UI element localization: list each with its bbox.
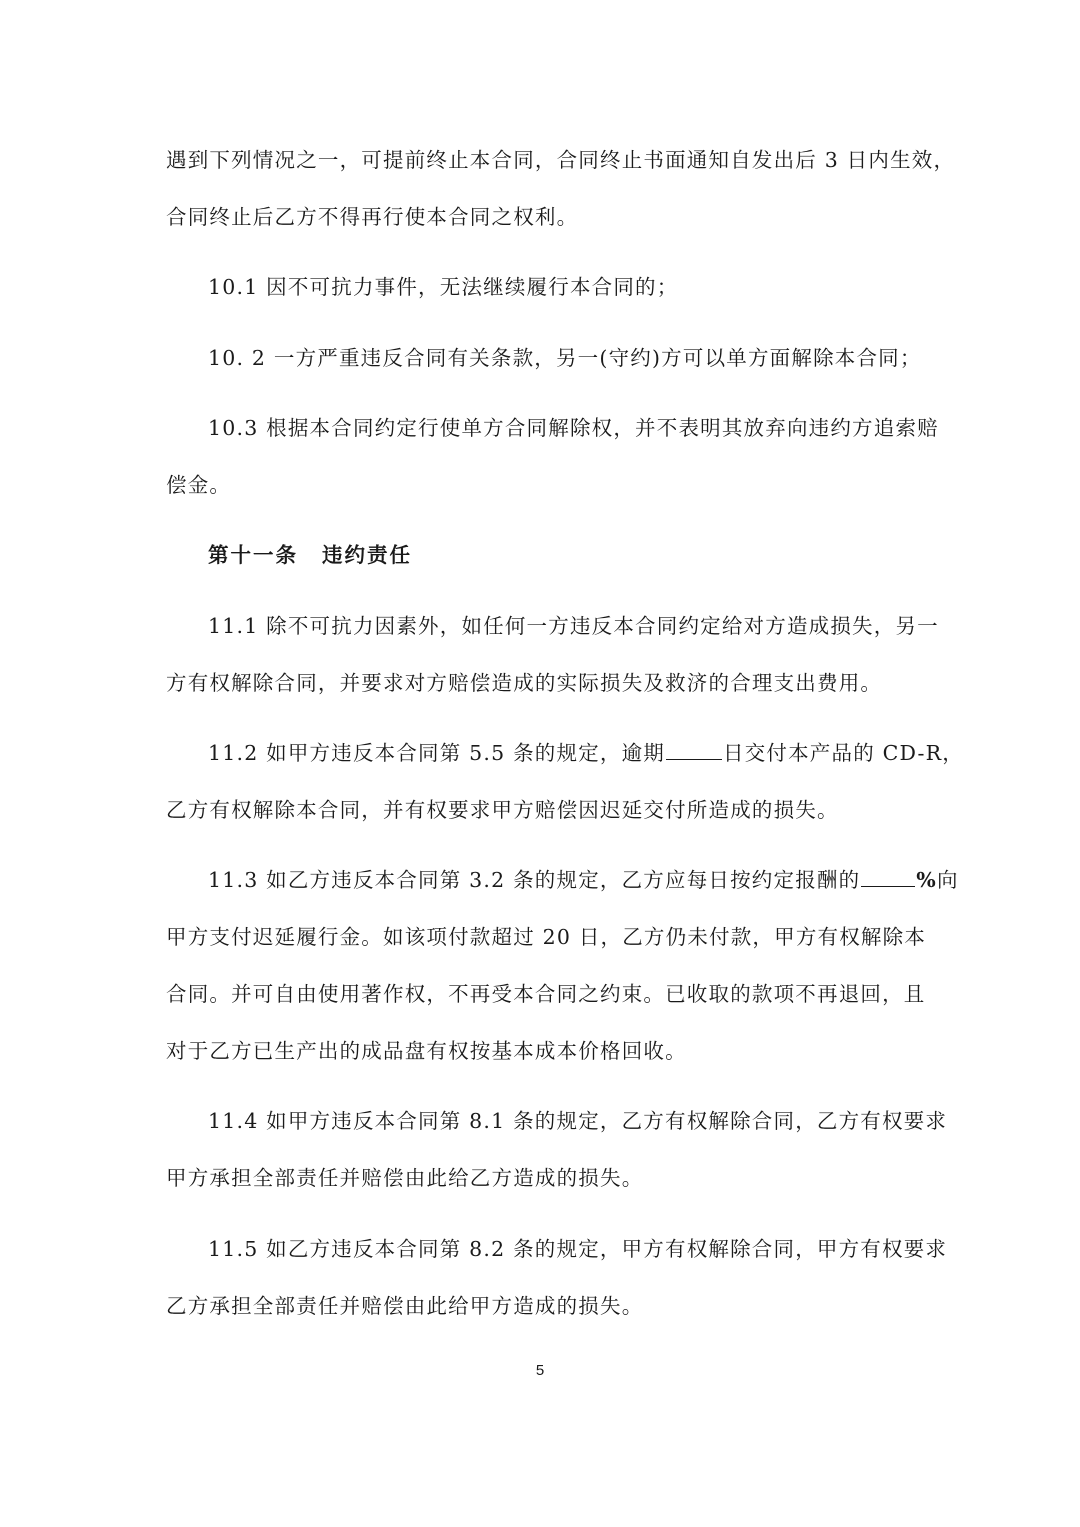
paragraph-line: 方有权解除合同，并要求对方赔偿造成的实际损失及救济的合理支出费用。	[166, 671, 883, 695]
clause-11-4: 11.4 如甲方违反本合同第 8.1 条的规定，乙方有权解除合同，乙方有权要求	[208, 1109, 948, 1133]
fill-in-blank	[861, 866, 915, 887]
clause-11-3	[208, 866, 959, 894]
clause-text: 日交付本产品的 CD-R，	[723, 741, 964, 765]
paragraph-line: 甲方支付迟延履行金。如该项付款超过 20 日，乙方仍未付款，甲方有权解除本	[166, 925, 927, 949]
paragraph-line: 乙方承担全部责任并赔偿由此给甲方造成的损失。	[166, 1294, 644, 1318]
percent-sign: %	[916, 868, 937, 892]
paragraph-line: 甲方承担全部责任并赔偿由此给乙方造成的损失。	[166, 1166, 644, 1190]
paragraph-line: 合同。并可自由使用著作权，不再受本合同之约束。已收取的款项不再退回，且	[166, 982, 926, 1006]
paragraph-line: 偿金。	[166, 473, 232, 497]
section-number: 第十一条	[208, 543, 298, 567]
paragraph-line: 对于乙方已生产出的成品盘有权按基本成本价格回收。	[166, 1039, 687, 1063]
clause-text: 11.2 如甲方违反本合同第 5.5 条的规定，逾期	[208, 741, 665, 765]
clause-11-1: 11.1 除不可抗力因素外，如任何一方违反本合同约定给对方造成损失，另一	[208, 614, 939, 638]
paragraph-line: 乙方有权解除本合同，并有权要求甲方赔偿因迟延交付所造成的损失。	[166, 798, 839, 822]
fill-in-blank	[666, 739, 722, 760]
clause-11-5: 11.5 如乙方违反本合同第 8.2 条的规定，甲方有权解除合同，甲方有权要求	[208, 1237, 948, 1261]
section-title: 违约责任	[322, 543, 412, 567]
clause-10-1: 10.1 因不可抗力事件，无法继续履行本合同的；	[208, 275, 679, 299]
clause-10-3: 10.3 根据本合同约定行使单方合同解除权，并不表明其放弃向违约方追索赔	[208, 416, 939, 440]
paragraph-line: 合同终止后乙方不得再行使本合同之权利。	[166, 205, 579, 229]
clause-text: 向	[936, 868, 959, 892]
clause-text: 11.3 如乙方违反本合同第 3.2 条的规定，乙方应每日按约定报酬的	[208, 868, 861, 892]
clause-11-2	[208, 739, 964, 767]
clause-10-2: 10. 2 一方严重违反合同有关条款，另一(守约)方可以单方面解除本合同；	[208, 346, 922, 370]
paragraph-line: 遇到下列情况之一，可提前终止本合同，合同终止书面通知自发出后 3 日内生效，	[166, 148, 956, 172]
section-heading	[208, 541, 916, 569]
page-number: 5	[535, 1362, 545, 1379]
